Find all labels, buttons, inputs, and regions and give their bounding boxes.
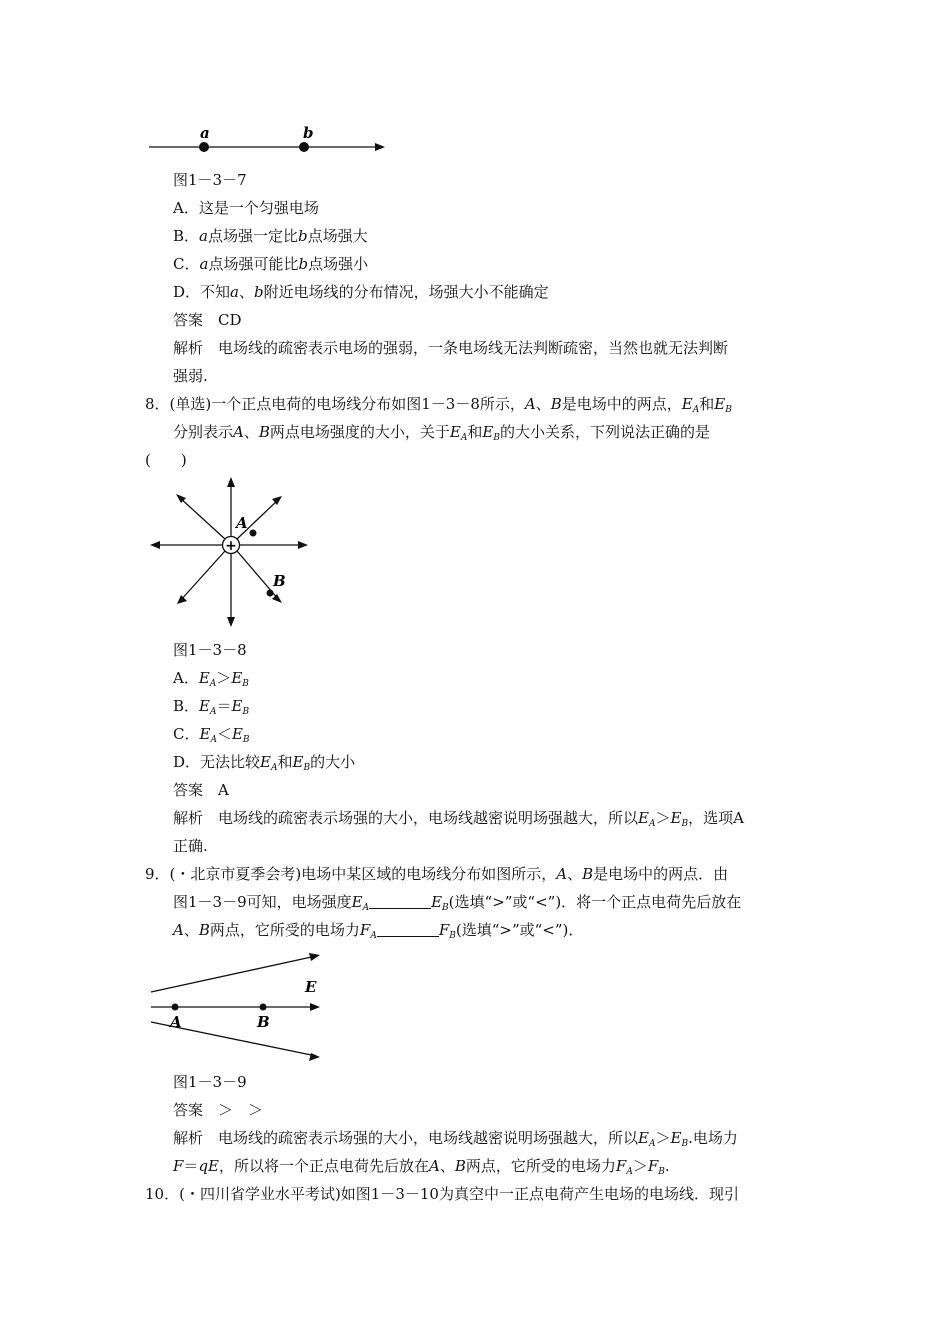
label-E: E bbox=[305, 978, 317, 996]
analysis-cont: F＝qE，所以将一个正点电荷先后放在A、B两点，它所受的电场力$F_A>F_B$. bbox=[173, 1157, 670, 1177]
question-9-cont: 图1－3－9可知，电场强度$E_A$ $E_B$(选填“>”或“<”)．将一个正点电荷先后放在 bbox=[173, 893, 742, 913]
question-10: 10．(・四川省学业水平考试)如图1－3－10为真空中一正点电荷产生电场的电场线．现引 bbox=[145, 1185, 739, 1203]
question-8: 8．(单选)一个正点电荷的电场线分布如图1－3－8所示，A、B是电场中的两点，$E_A$和$E_B$ bbox=[145, 395, 732, 415]
point-A bbox=[250, 530, 257, 537]
analysis: 解析 电场线的疏密表示电场的强弱，一条电场线无法判断疏密，当然也就无法判断 bbox=[173, 339, 729, 357]
answer: 答案 CD bbox=[173, 311, 242, 329]
question-9: 9．(・北京市夏季会考)电场中某区域的电场线分布如图所示，A、B是电场中的两点．由 bbox=[145, 865, 729, 883]
point-a bbox=[199, 142, 209, 152]
figure-1-3-9 bbox=[148, 950, 338, 1065]
figure-caption: 图1－3－7 bbox=[173, 171, 247, 189]
figure-1-3-7 bbox=[145, 125, 395, 165]
option-b: B．a点场强一定比b点场强大 bbox=[173, 227, 368, 245]
label-A: A bbox=[236, 514, 248, 532]
figure-caption: 图1－3－8 bbox=[173, 641, 247, 659]
figure-caption: 图1－3－9 bbox=[173, 1073, 247, 1091]
plus-charge: + bbox=[225, 538, 237, 554]
analysis: 解析 电场线的疏密表示场强的大小，电场线越密说明场强越大，所以$E_A>E_B$，选项A bbox=[173, 809, 744, 829]
analysis-cont: 正确. bbox=[173, 837, 208, 855]
answer: 答案 ＞ ＞ bbox=[173, 1101, 264, 1119]
option-a: A．这是一个匀强电场 bbox=[173, 199, 319, 217]
label-A: A bbox=[170, 1013, 182, 1031]
option-d: D．不知a、b附近电场线的分布情况，场强大小不能确定 bbox=[173, 283, 549, 301]
answer: 答案 A bbox=[173, 781, 229, 799]
label-b: b bbox=[303, 124, 314, 142]
answer-paren: ( ) bbox=[145, 451, 187, 469]
blank-2[interactable] bbox=[377, 922, 439, 937]
option-c: C．$E_A<E_B$ bbox=[173, 725, 250, 745]
question-9-cont2: A、B两点，它所受的电场力$F_A$ $F_B$(选填“>”或“<”)． bbox=[173, 921, 584, 941]
option-c: C．a点场强可能比b点场强小 bbox=[173, 255, 369, 273]
figure-1-3-8 bbox=[146, 478, 316, 628]
label-B: B bbox=[257, 1013, 270, 1031]
blank-1[interactable] bbox=[369, 894, 431, 909]
question-8-cont: 分别表示A、B两点电场强度的大小，关于$E_A$和$E_B$的大小关系，下列说法正确的是 bbox=[173, 423, 710, 443]
option-d: D．无法比较$E_A$和$E_B$的大小 bbox=[173, 753, 356, 773]
label-a: a bbox=[200, 124, 210, 142]
point-b bbox=[299, 142, 309, 152]
option-a: A．$E_A>E_B$ bbox=[173, 669, 249, 689]
analysis: 解析 电场线的疏密表示场强的大小，电场线越密说明场强越大，所以$E_A>E_B$.电场力 bbox=[173, 1129, 738, 1149]
option-b: B．$E_A=E_B$ bbox=[173, 697, 250, 717]
label-B: B bbox=[273, 572, 286, 590]
analysis-cont: 强弱. bbox=[173, 367, 208, 385]
point-A bbox=[172, 1004, 179, 1011]
point-B bbox=[260, 1004, 267, 1011]
point-B bbox=[267, 590, 274, 597]
